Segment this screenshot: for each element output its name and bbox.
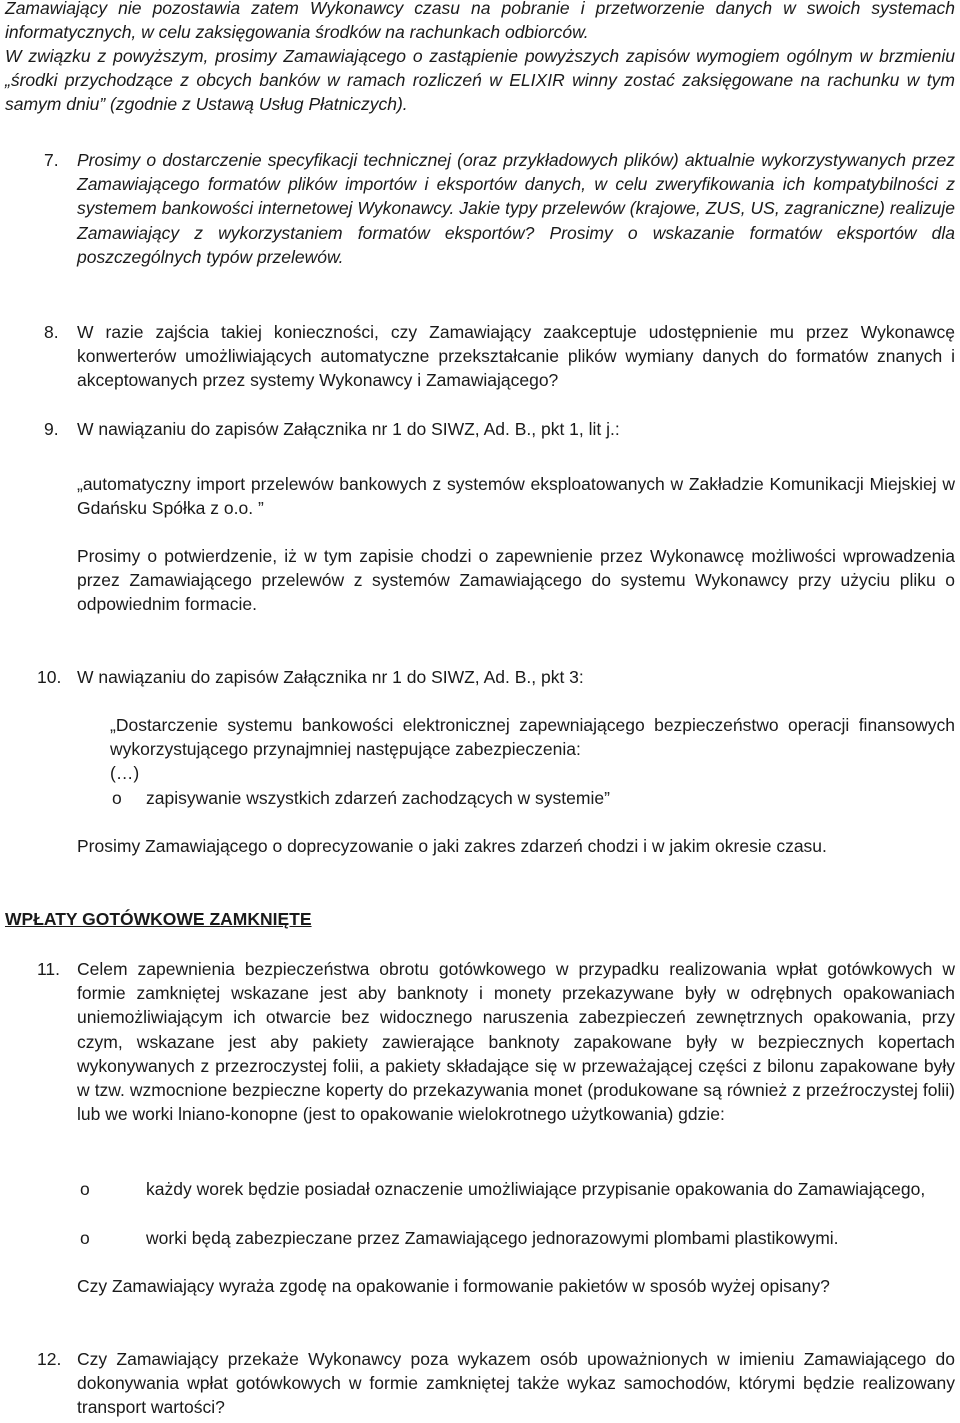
item-number-12: 12.	[37, 1349, 62, 1369]
item-10-bullet-text: zapisywanie wszystkich zdarzeń zachodzących w systemie”	[146, 788, 610, 808]
item-number-11: 11.	[37, 959, 61, 979]
item-11-bullet-mark-1: o	[80, 1179, 90, 1199]
item-number-10: 10.	[37, 667, 62, 687]
item-9-quote: „automatyczny import przelewów bankowych z systemów eksploatowanych w Zakładzie Komunikacji Miejskiej w Gdańsku Spółka z o.o. ”	[77, 474, 955, 519]
item-10-text: W nawiązaniu do zapisów Załącznika nr 1 do SIWZ, Ad. B., pkt 3:	[77, 667, 584, 687]
item-11-text: Celem zapewnienia bezpieczeństwa obrotu gotówkowego w przypadku realizowania wpłat gotówkowych w formie zamkniętej wskazane jest aby banknoty i monety przekazywane były w odrębnych opakowaniach uniemożliwiającym ich otwarcie bez widocznego naruszenia zabezpieczeń zewnętrznych opakowania, przy czym, wskazane jest aby pakiety zawierające banknoty zapakowane były w bezpiecznych kopertach wykonywanych z przezroczystej folii, a pakiety składające się w przeważającej części z bilonu zapakowane były w tzw. wzmocnione bezpieczne koperty do przekazywania monet (produkowane są również z przeźroczystej folii) lub we worki lniano-konopne (jest to opakowanie wielokrotnego użytkowania) gdzie:	[77, 959, 955, 1125]
item-12-text: Czy Zamawiający przekaże Wykonawcy poza wykazem osób upoważnionych w imieniu Zamawiającego do dokonywania wpłat gotówkowych w formie zamkniętej także wykaz samochodów, którymi będzie realizowany transport wartości?	[77, 1349, 955, 1418]
section-heading: WPŁATY GOTÓWKOWE ZAMKNIĘTE	[5, 909, 312, 929]
item-number-8: 8.	[44, 322, 59, 342]
item-11-bullet-1: każdy worek będzie posiadał oznaczenie umożliwiające przypisanie opakowania do Zamawiającego,	[146, 1179, 926, 1199]
item-8-text: W razie zajścia takiej konieczności, czy Zamawiający zaakceptuje udostępnienie mu przez Wykonawcę konwerterów umożliwiających automatyczne przekształcanie plików wymiany danych do formatów znanych i akceptowanych przez systemy Wykonawcy i Zamawiającego?	[77, 322, 955, 391]
item-number-7: 7.	[44, 150, 59, 170]
item-9-text: W nawiązaniu do zapisów Załącznika nr 1 do SIWZ, Ad. B., pkt 1, lit j.:	[77, 419, 620, 439]
item-10-bullet-mark: o	[112, 788, 122, 808]
intro-paragraph-1: Zamawiający nie pozostawia zatem Wykonawcy czasu na pobranie i przetworzenie danych w swoich systemach informatycznych, w celu zaksięgowania środków na rachunkach odbiorców.	[5, 0, 955, 43]
item-11-bullet-mark-2: o	[80, 1228, 90, 1248]
item-number-9: 9.	[44, 419, 59, 439]
item-7-text: Prosimy o dostarczenie specyfikacji technicznej (oraz przykładowych plików) aktualnie wykorzystywanych przez Zamawiającego formatów plików importów i eksportów danych, w celu zweryfikowania ich kompatybilności z systemem bankowości internetowej Wykonawcy. Jakie typy przelewów (krajowe, ZUS, US, zagraniczne) realizuje Zamawiający z wykorzystaniem formatów eksportów? Prosimy o wskazanie formatów eksportów dla poszczególnych typów przelewów.	[77, 150, 955, 267]
item-11-question: Czy Zamawiający wyraża zgodę na opakowanie i formowanie pakietów w sposób wyżej opisany?	[77, 1276, 830, 1296]
item-11-bullet-2: worki będą zabezpieczane przez Zamawiającego jednorazowymi plombami plastikowymi.	[146, 1228, 839, 1248]
item-10-quote: „Dostarczenie systemu bankowości elektronicznej zapewniającego bezpieczeństwo operacji finansowych wykorzystującego przynajmniej następujące zabezpieczenia:	[110, 715, 955, 760]
item-10-question: Prosimy Zamawiającego o doprecyzowanie o jaki zakres zdarzeń chodzi i w jakim okresie czasu.	[77, 836, 827, 856]
item-10-ellipsis: (…)	[110, 763, 140, 783]
item-9-question: Prosimy o potwierdzenie, iż w tym zapisie chodzi o zapewnienie przez Wykonawcę możliwości wprowadzenia przez Zamawiającego przelewów z systemów Zamawiającego do systemu Wykonawcy przy użyciu pliku o odpowiednim formacie.	[77, 546, 955, 615]
intro-paragraph-2: W związku z powyższym, prosimy Zamawiającego o zastąpienie powyższych zapisów wymogiem ogólnym w brzmieniu „środki przychodzące z obcych banków w ramach rozliczeń w ELIXIR winny zostać zaksięgowane na rachunku w tym samym dniu” (zgodnie z Ustawą Usług Płatniczych).	[5, 46, 955, 115]
